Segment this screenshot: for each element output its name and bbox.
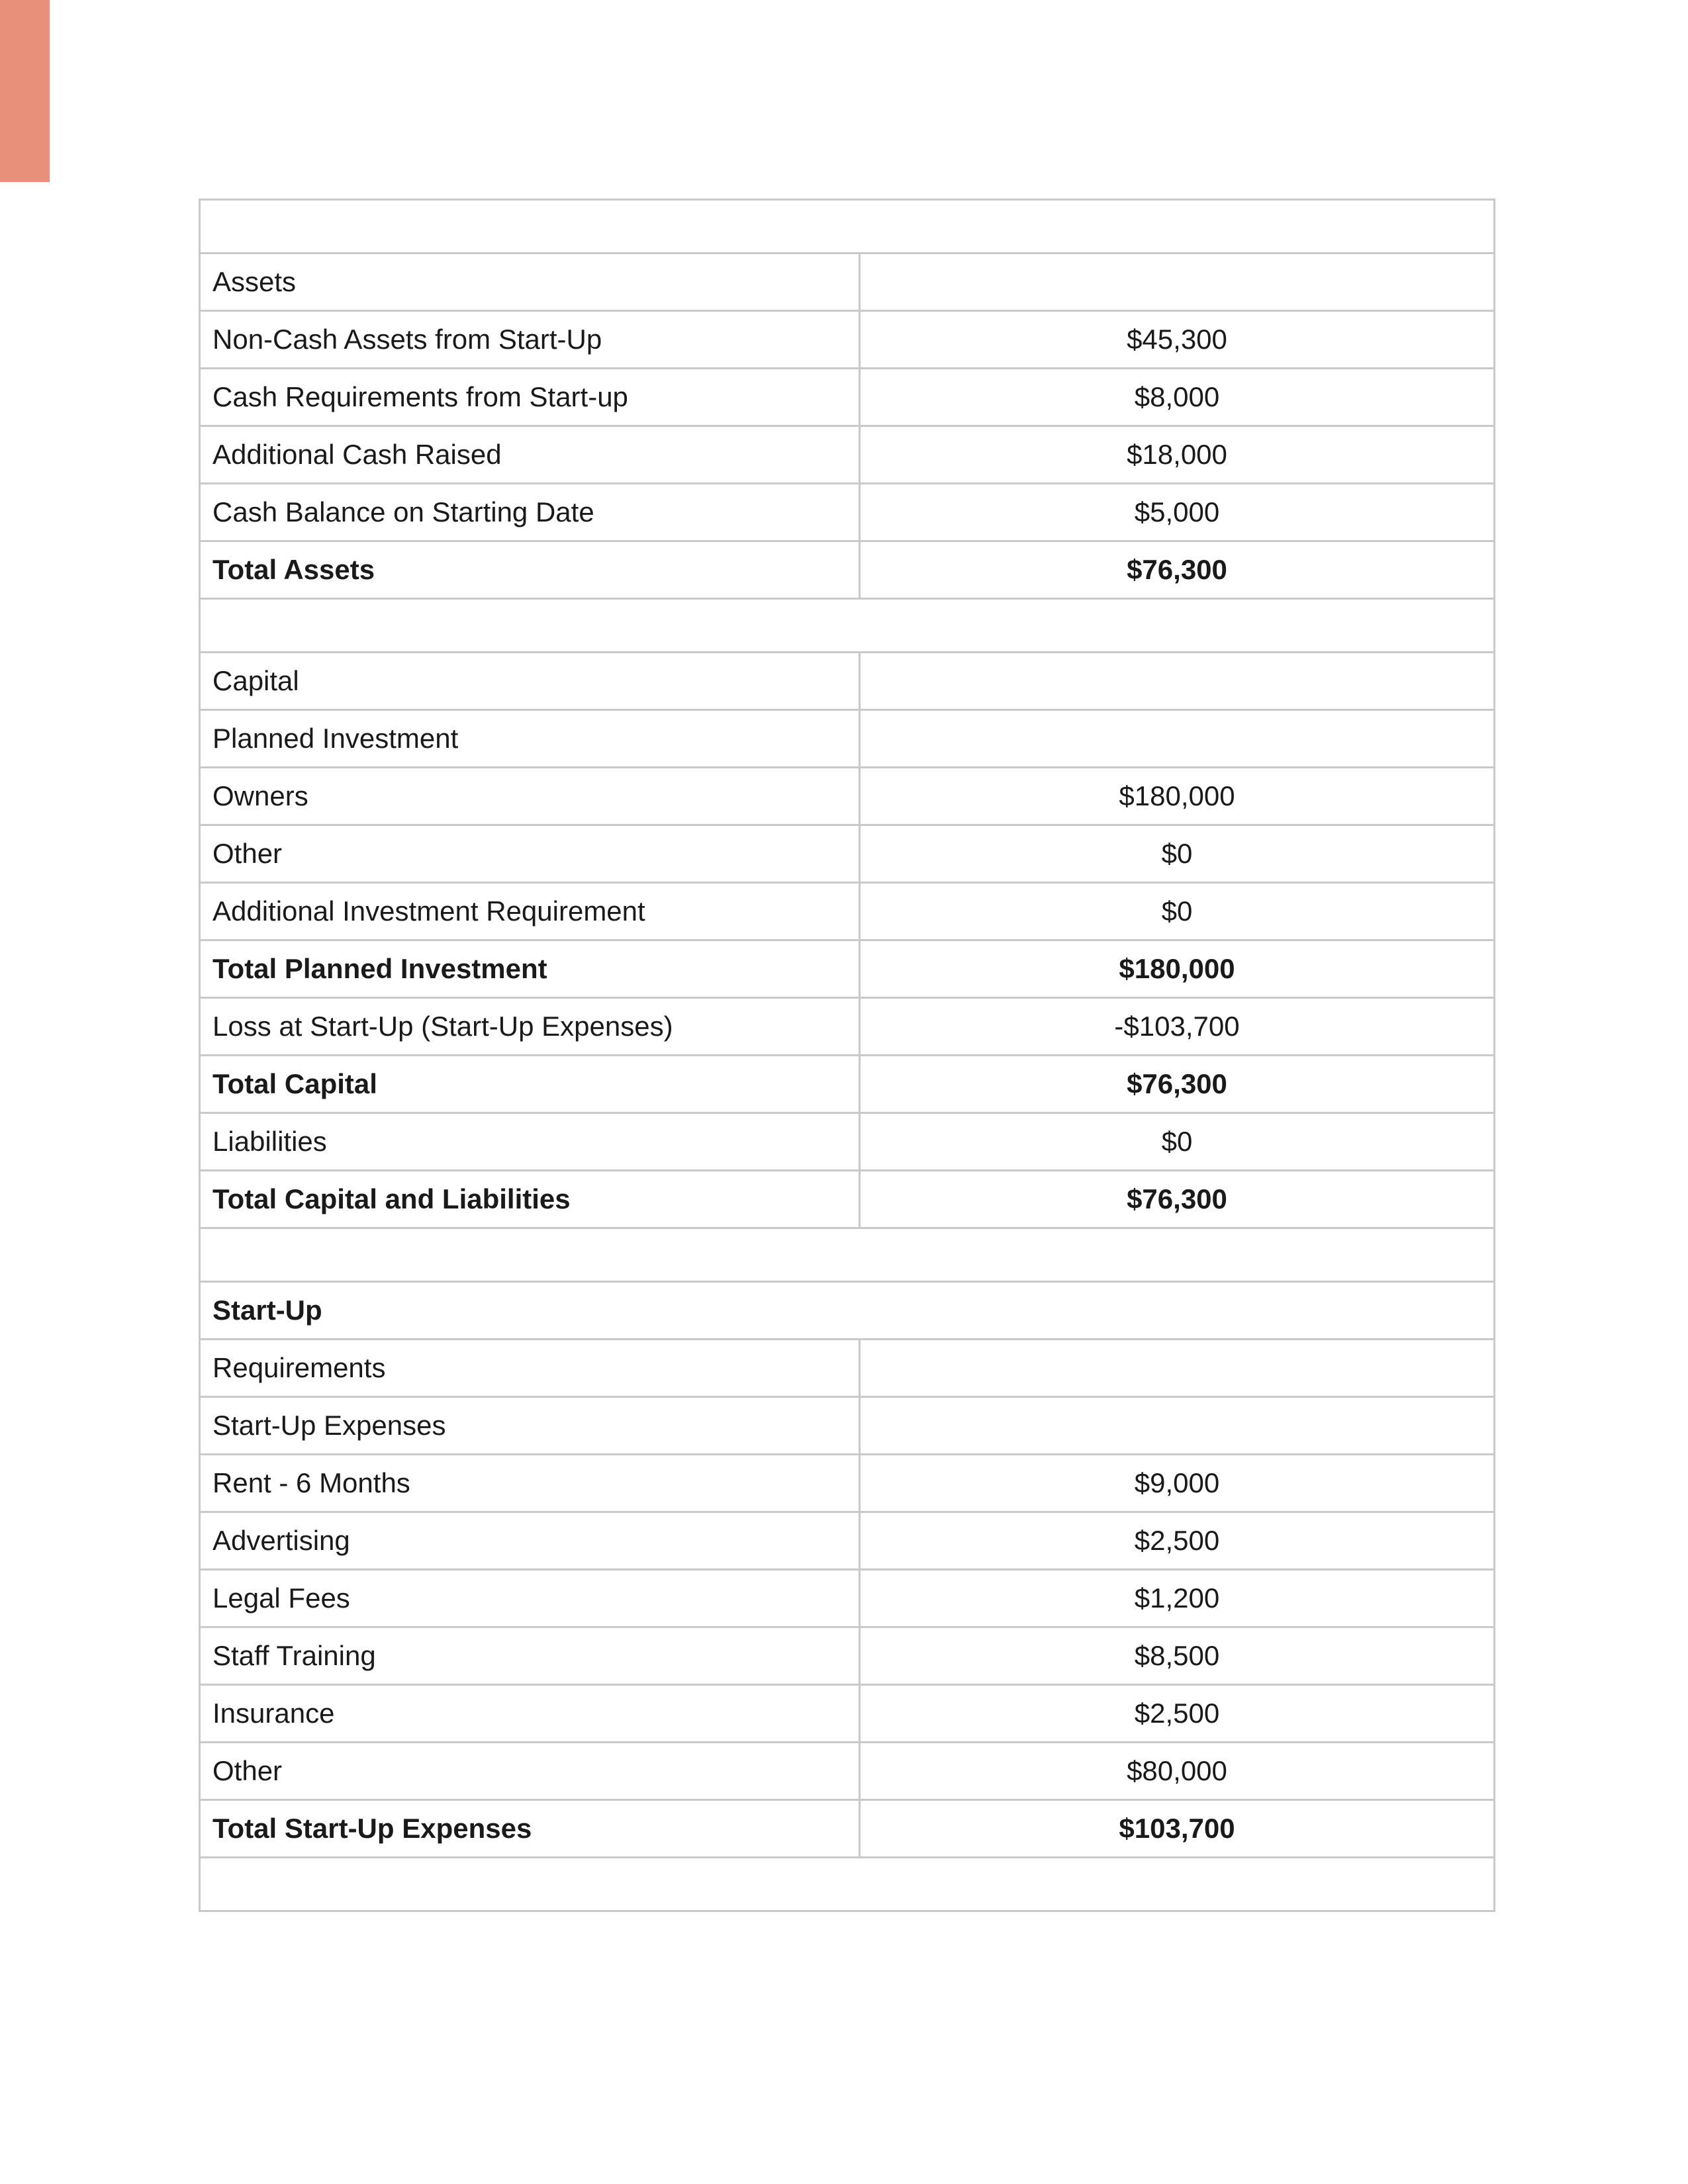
row-label: Rent - 6 Months [200,1455,860,1512]
empty-cell [200,1858,1495,1911]
row-label: Liabilities [200,1113,860,1171]
table-row [200,825,1495,883]
total-label: Total Capital [200,1056,860,1113]
subheading-row [200,1340,1495,1397]
table-row [200,883,1495,940]
total-row [200,1056,1495,1113]
total-row [200,1800,1495,1858]
table-row [200,426,1495,484]
subheading-row [200,710,1495,768]
row-label: Legal Fees [200,1570,860,1627]
section-heading-row [200,253,1495,311]
row-value: $1,200 [860,1570,1495,1627]
row-value: $0 [860,1113,1495,1171]
row-label: Loss at Start-Up (Start-Up Expenses) [200,998,860,1056]
row-value [860,653,1495,710]
section-heading-row [200,653,1495,710]
table-row [200,484,1495,541]
table-row [200,1113,1495,1171]
total-value: $103,700 [860,1800,1495,1858]
startup-financial-table [199,199,1495,1912]
spacer-row [200,200,1495,253]
table-row [200,1627,1495,1685]
total-value: $76,300 [860,541,1495,599]
empty-cell [200,599,1495,653]
row-label: Cash Balance on Starting Date [200,484,860,541]
table-row [200,369,1495,426]
row-value: $8,500 [860,1627,1495,1685]
table-row [200,768,1495,825]
row-label: Planned Investment [200,710,860,768]
corner-accent-tab [0,0,50,182]
table-row [200,1570,1495,1627]
spacer-row [200,1228,1495,1282]
row-value [860,1340,1495,1397]
total-label: Total Capital and Liabilities [200,1171,860,1228]
row-value: $9,000 [860,1455,1495,1512]
row-label: Other [200,1743,860,1800]
row-label: Insurance [200,1685,860,1743]
row-label: Non-Cash Assets from Start-Up [200,311,860,369]
row-label: Requirements [200,1340,860,1397]
table-row [200,311,1495,369]
row-value: $0 [860,883,1495,940]
row-label: Additional Investment Requirement [200,883,860,940]
row-label: Other [200,825,860,883]
row-value: $18,000 [860,426,1495,484]
total-row [200,541,1495,599]
subheading-row [200,1397,1495,1455]
total-label: Total Assets [200,541,860,599]
row-label: Start-Up Expenses [200,1397,860,1455]
row-value: $8,000 [860,369,1495,426]
total-value: $76,300 [860,1171,1495,1228]
total-value: $76,300 [860,1056,1495,1113]
row-value: -$103,700 [860,998,1495,1056]
total-row [200,940,1495,998]
table-row [200,1743,1495,1800]
total-label: Total Start-Up Expenses [200,1800,860,1858]
row-value: $45,300 [860,311,1495,369]
table-row [200,1455,1495,1512]
row-label: Owners [200,768,860,825]
row-value: $180,000 [860,768,1495,825]
empty-cell [200,1228,1495,1282]
row-value: $2,500 [860,1512,1495,1570]
row-value: $2,500 [860,1685,1495,1743]
row-label: Additional Cash Raised [200,426,860,484]
row-label: Assets [200,253,860,311]
row-label: Advertising [200,1512,860,1570]
section-heading-row [200,1282,1495,1340]
row-label: Cash Requirements from Start-up [200,369,860,426]
spacer-row [200,1858,1495,1911]
row-value: $0 [860,825,1495,883]
row-value [860,253,1495,311]
empty-cell [200,200,1495,253]
row-label: Capital [200,653,860,710]
row-label: Staff Training [200,1627,860,1685]
table-row [200,1685,1495,1743]
spacer-row [200,599,1495,653]
section-heading: Start-Up [200,1282,1495,1340]
total-row [200,1171,1495,1228]
total-value: $180,000 [860,940,1495,998]
row-value: $80,000 [860,1743,1495,1800]
row-value: $5,000 [860,484,1495,541]
table-row [200,1512,1495,1570]
row-value [860,710,1495,768]
row-value [860,1397,1495,1455]
total-label: Total Planned Investment [200,940,860,998]
table-row [200,998,1495,1056]
